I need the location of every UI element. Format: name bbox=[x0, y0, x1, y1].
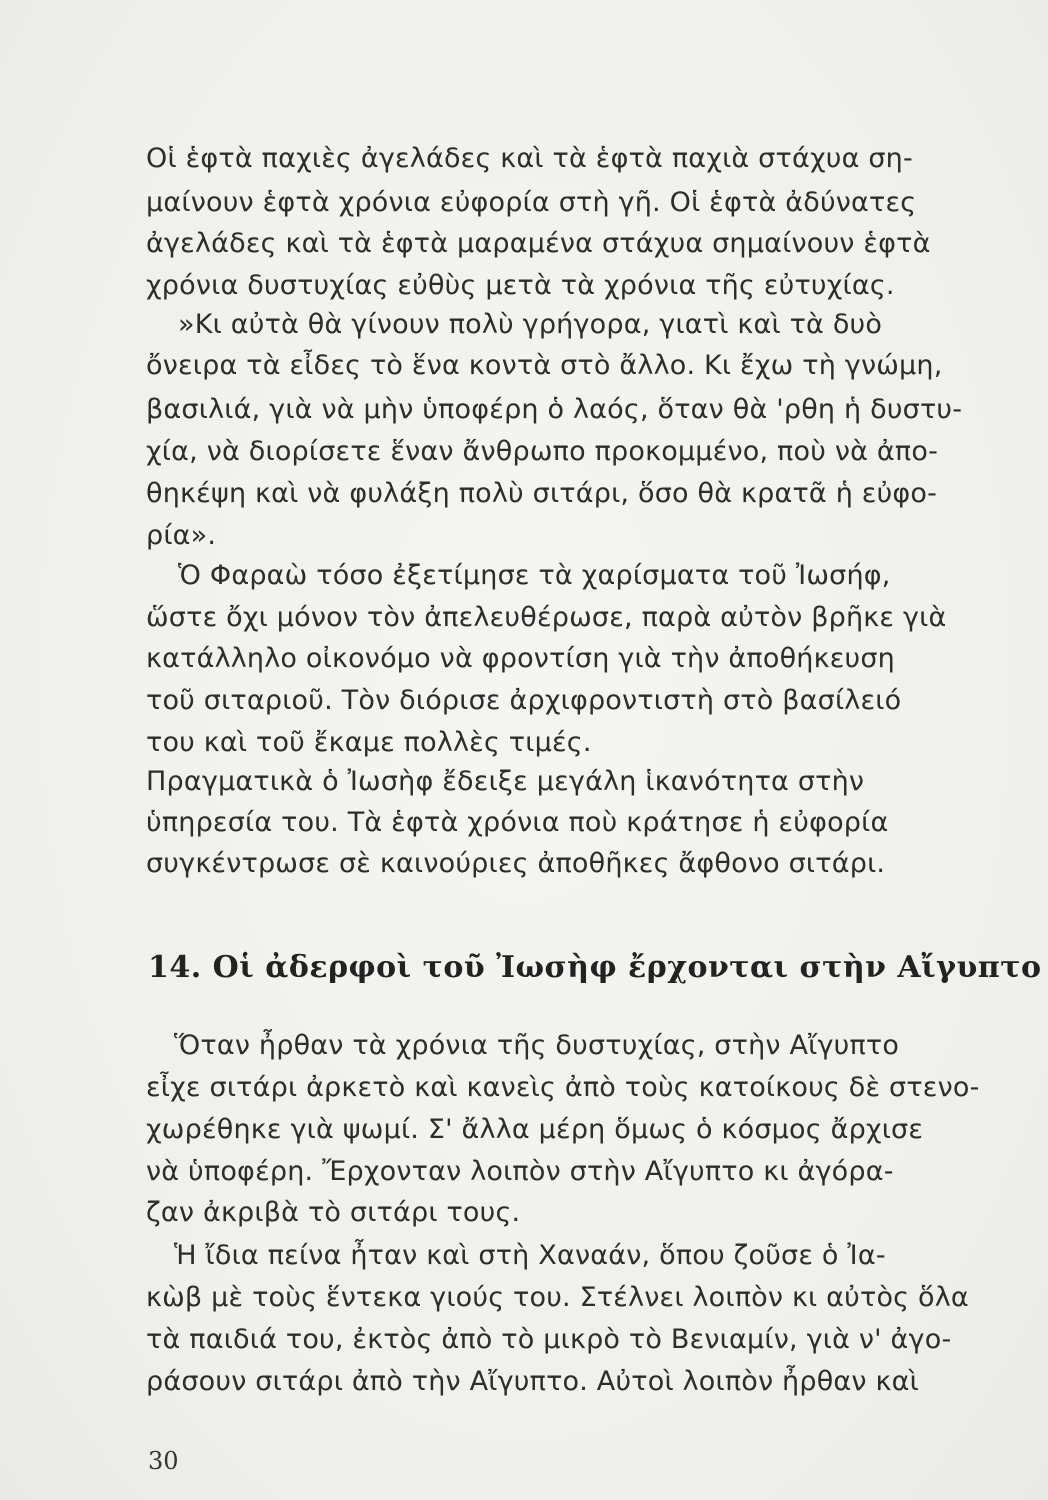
text-line: ὄνειρα τὰ εἶδες τὸ ἕνα κοντὰ στὸ ἄλλο. Κι ἔχω τὴ γνώμη, bbox=[146, 350, 943, 381]
text-line: ρία». bbox=[146, 520, 217, 551]
text-line: θηκέψη καὶ νὰ φυλάξη πολὺ σιτάρι, ὅσο θὰ κρατᾶ ἡ εὐφο- bbox=[146, 478, 938, 509]
text-line: χωρέθηκε γιὰ ψωμί. Σ' ἄλλα μέρη ὅμως ὁ κόσμος ἄρχισε bbox=[146, 1114, 924, 1145]
text-line: ζαν ἀκριβὰ τὸ σιτάρι τους. bbox=[146, 1197, 521, 1228]
text-line: χία, νὰ διορίσετε ἕναν ἄνθρωπο προκομμένο, ποὺ νὰ ἀπο- bbox=[146, 436, 939, 467]
text-line: Πραγματικὰ ὁ Ἰωσὴφ ἔδειξε μεγάλη ἱκανότητα στὴν bbox=[146, 766, 865, 797]
text-line: Ὅταν ἦρθαν τὰ χρόνια τῆς δυστυχίας, στὴν Αἴγυπτο bbox=[174, 1030, 900, 1061]
text-line: Ὁ Φαραὼ τόσο ἐξετίμησε τὰ χαρίσματα τοῦ Ἰωσήφ, bbox=[178, 560, 891, 591]
text-line: κατάλληλο οἰκονόμο νὰ φροντίση γιὰ τὴν ἀποθήκευση bbox=[146, 643, 895, 674]
text-line: χρόνια δυστυχίας εὐθὺς μετὰ τὰ χρόνια τῆς εὐτυχίας. bbox=[146, 270, 895, 301]
text-line: ὥστε ὄχι μόνον τὸν ἀπελευθέρωσε, παρὰ αὐτὸν βρῆκε γιὰ bbox=[146, 602, 947, 633]
text-line: νὰ ὑποφέρη. Ἔρχονταν λοιπὸν στὴν Αἴγυπτο κι ἀγόρα- bbox=[146, 1156, 894, 1187]
text-line: ράσουν σιτάρι ἀπὸ τὴν Αἴγυπτο. Αὐτοὶ λοιπὸν ἦρθαν καὶ bbox=[146, 1366, 919, 1397]
text-line: τὰ παιδιά του, ἐκτὸς ἀπὸ τὸ μικρὸ τὸ Βενιαμίν, γιὰ ν' ἀγο- bbox=[146, 1324, 952, 1355]
text-line: συγκέντρωσε σὲ καινούριες ἀποθῆκες ἄφθονο σιτάρι. bbox=[146, 848, 886, 879]
text-line: »Κι αὐτὰ θὰ γίνουν πολὺ γρήγορα, γιατὶ καὶ τὰ δυὸ bbox=[178, 309, 883, 340]
text-line: ἀγελάδες καὶ τὰ ἑφτὰ μαραμένα στάχυα σημαίνουν ἑφτὰ bbox=[146, 228, 931, 259]
section-heading: 14. Οἱ ἀδερφοὶ τοῦ Ἰωσὴφ ἔρχονται στὴν Αἴγυπτο bbox=[148, 950, 1042, 985]
text-line: μαίνουν ἑφτὰ χρόνια εὐφορία στὴ γῆ. Οἱ ἑφτὰ ἀδύνατες bbox=[146, 187, 917, 218]
page-number: 30 bbox=[148, 1447, 179, 1475]
text-line: βασιλιά, γιὰ νὰ μὴν ὑποφέρη ὁ λαός, ὅταν θὰ 'ρθη ἡ δυστυ- bbox=[146, 394, 963, 425]
text-line: εἶχε σιτάρι ἀρκετὸ καὶ κανεὶς ἀπὸ τοὺς κατοίκους δὲ στενο- bbox=[146, 1072, 980, 1103]
text-line: ὑπηρεσία του. Τὰ ἑφτὰ χρόνια ποὺ κράτησε ἡ εὐφορία bbox=[146, 807, 889, 838]
text-line: τοῦ σιταριοῦ. Τὸν διόρισε ἀρχιφροντιστὴ στὸ βασίλειό bbox=[146, 685, 902, 716]
text-line: Ἡ ἴδια πείνα ἦταν καὶ στὴ Χαναάν, ὅπου ζοῦσε ὁ Ἰα- bbox=[174, 1240, 886, 1271]
text-line: κὼβ μὲ τοὺς ἕντεκα γιούς του. Στέλνει λοιπὸν κι αὐτὸς ὅλα bbox=[146, 1282, 969, 1313]
text-line: του καὶ τοῦ ἔκαμε πολλὲς τιμές. bbox=[146, 727, 592, 758]
text-line: Οἱ ἑφτὰ παχιὲς ἀγελάδες καὶ τὰ ἑφτὰ παχιὰ στάχυα ση- bbox=[146, 143, 913, 174]
